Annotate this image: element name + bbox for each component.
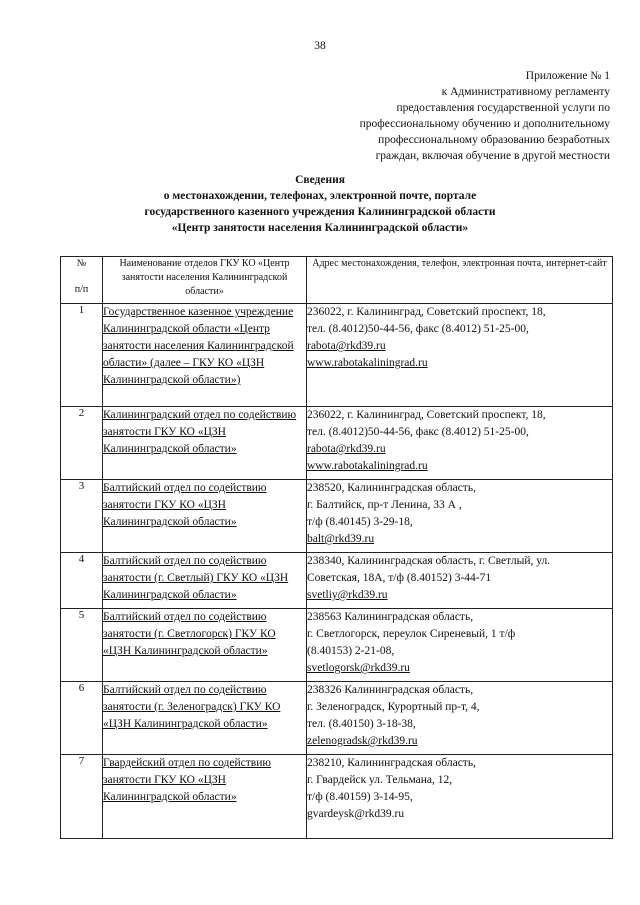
- office-address: [307, 609, 613, 682]
- row-number: 4: [61, 553, 103, 609]
- address-line: 238210, Калининградская область,: [307, 757, 476, 769]
- row-number: 1: [61, 304, 103, 407]
- website-link[interactable]: www.rabotakaliningrad.ru: [307, 460, 428, 472]
- office-address: [307, 407, 613, 480]
- table-row: [61, 755, 613, 839]
- phone-line: тел. (8.4012)50-44-56, факс (8.4012) 51-25-00,: [307, 426, 529, 438]
- address-line: 236022, г. Калининград, Советский проспект, 18,: [307, 306, 546, 318]
- row-number: 3: [61, 480, 103, 553]
- phone-line: т/ф (8.40159) 3-14-95,: [307, 791, 413, 803]
- header-office-name: Наименование отделов ГКУ КО «Центр занятости населения Калининградской области»: [103, 257, 307, 304]
- email-link[interactable]: zelenogradsk@rkd39.ru: [307, 735, 418, 747]
- row-number: 2: [61, 407, 103, 480]
- table-row: [61, 682, 613, 755]
- office-name: Калининградский отдел по содействию занятости ГКУ КО «ЦЗН Калининградской области»: [103, 407, 307, 480]
- appendix-line: профессиональному образованию безработных: [378, 134, 610, 146]
- header-number: [61, 257, 103, 304]
- office-address: [307, 682, 613, 755]
- office-name: Балтийский отдел по содействию занятости (г. Зеленоградск) ГКУ КО «ЦЗН Калининградской области»: [103, 682, 307, 755]
- appendix-line: Приложение № 1: [525, 70, 610, 82]
- address-line: 238326 Калининградская область,: [307, 684, 474, 696]
- email-link[interactable]: svetliy@rkd39.ru: [307, 589, 388, 601]
- appendix-block: [310, 68, 610, 164]
- phone-line: (8.40153) 2-21-08,: [307, 645, 395, 657]
- office-address: [307, 480, 613, 553]
- website-link[interactable]: www.rabotakaliningrad.ru: [307, 357, 428, 369]
- office-address: [307, 304, 613, 407]
- email-link[interactable]: balt@rkd39.ru: [307, 533, 375, 545]
- office-address: [307, 755, 613, 839]
- office-address: [307, 553, 613, 609]
- header-address: Адрес местонахождения, телефон, электронная почта, интернет-сайт: [307, 257, 613, 304]
- appendix-line: предоставления государственной услуги по: [396, 102, 610, 114]
- phone-line: Советская, 18А, т/ф (8.40152) 3-44-71: [307, 572, 492, 584]
- address-line: г. Зеленоградск, Курортный пр-т, 4,: [307, 701, 480, 713]
- row-number: 5: [61, 609, 103, 682]
- appendix-line: профессиональному обучению и дополнительному: [359, 118, 610, 130]
- phone-line: т/ф (8.40145) 3-29-18,: [307, 516, 413, 528]
- heading-line: «Центр занятости населения Калининградской области»: [171, 222, 469, 234]
- offices-table: [60, 256, 613, 839]
- office-name: Балтийский отдел по содействию занятости (г. Светлогорск) ГКУ КО «ЦЗН Калининградской области»: [103, 609, 307, 682]
- row-number: 7: [61, 755, 103, 839]
- email-link[interactable]: gvardeysk@rkd39.ru: [307, 808, 405, 820]
- header-number-pp: п/п: [74, 284, 89, 295]
- office-name: Гвардейский отдел по содействию занятости ГКУ КО «ЦЗН Калининградской области»: [103, 755, 307, 839]
- heading-line: о местонахождении, телефонах, электронной почте, портале: [163, 190, 477, 202]
- address-line: 238563 Калининградская область,: [307, 611, 474, 623]
- table-row: [61, 480, 613, 553]
- heading-line: государственного казенного учреждения Калининградской области: [144, 206, 496, 218]
- table-row: [61, 609, 613, 682]
- office-name: Государственное казенное учреждение Калининградской области «Центр занятости населения Калининградской области» (далее – ГКУ КО «ЦЗН Калининградской области»): [103, 304, 307, 407]
- address-line: г. Балтийск, пр-т Ленина, 33 А ,: [307, 499, 462, 511]
- address-line: 238340, Калининградская область, г. Светлый, ул.: [307, 555, 551, 567]
- appendix-line: граждан, включая обучение в другой местности: [375, 150, 610, 162]
- phone-line: тел. (8.4012)50-44-56, факс (8.4012) 51-25-00,: [307, 323, 529, 335]
- heading-title: Сведения: [295, 174, 345, 186]
- office-name: Балтийский отдел по содействию занятости (г. Светлый) ГКУ КО «ЦЗН Калининградской области»: [103, 553, 307, 609]
- page-number: 38: [314, 40, 326, 52]
- table-header-row: [61, 257, 613, 304]
- table-row: [61, 553, 613, 609]
- table-row: [61, 407, 613, 480]
- table-row: [61, 304, 613, 407]
- email-link[interactable]: rabota@rkd39.ru: [307, 443, 386, 455]
- address-line: г. Светлогорск, переулок Сиреневый, 1 т/ф: [307, 628, 516, 640]
- phone-line: тел. (8.40150) 3-18-38,: [307, 718, 416, 730]
- row-number: 6: [61, 682, 103, 755]
- address-line: г. Гвардейск ул. Тельмана, 12,: [307, 774, 453, 786]
- email-link[interactable]: rabota@rkd39.ru: [307, 340, 386, 352]
- header-number-sign: №: [76, 258, 87, 269]
- appendix-line: к Административному регламенту: [441, 86, 610, 98]
- address-line: 238520, Калининградская область,: [307, 482, 476, 494]
- document-heading: [0, 172, 640, 236]
- address-line: 236022, г. Калининград, Советский проспект, 18,: [307, 409, 546, 421]
- office-name: Балтийский отдел по содействию занятости ГКУ КО «ЦЗН Калининградской области»: [103, 480, 307, 553]
- email-link[interactable]: svetlogorsk@rkd39.ru: [307, 662, 410, 674]
